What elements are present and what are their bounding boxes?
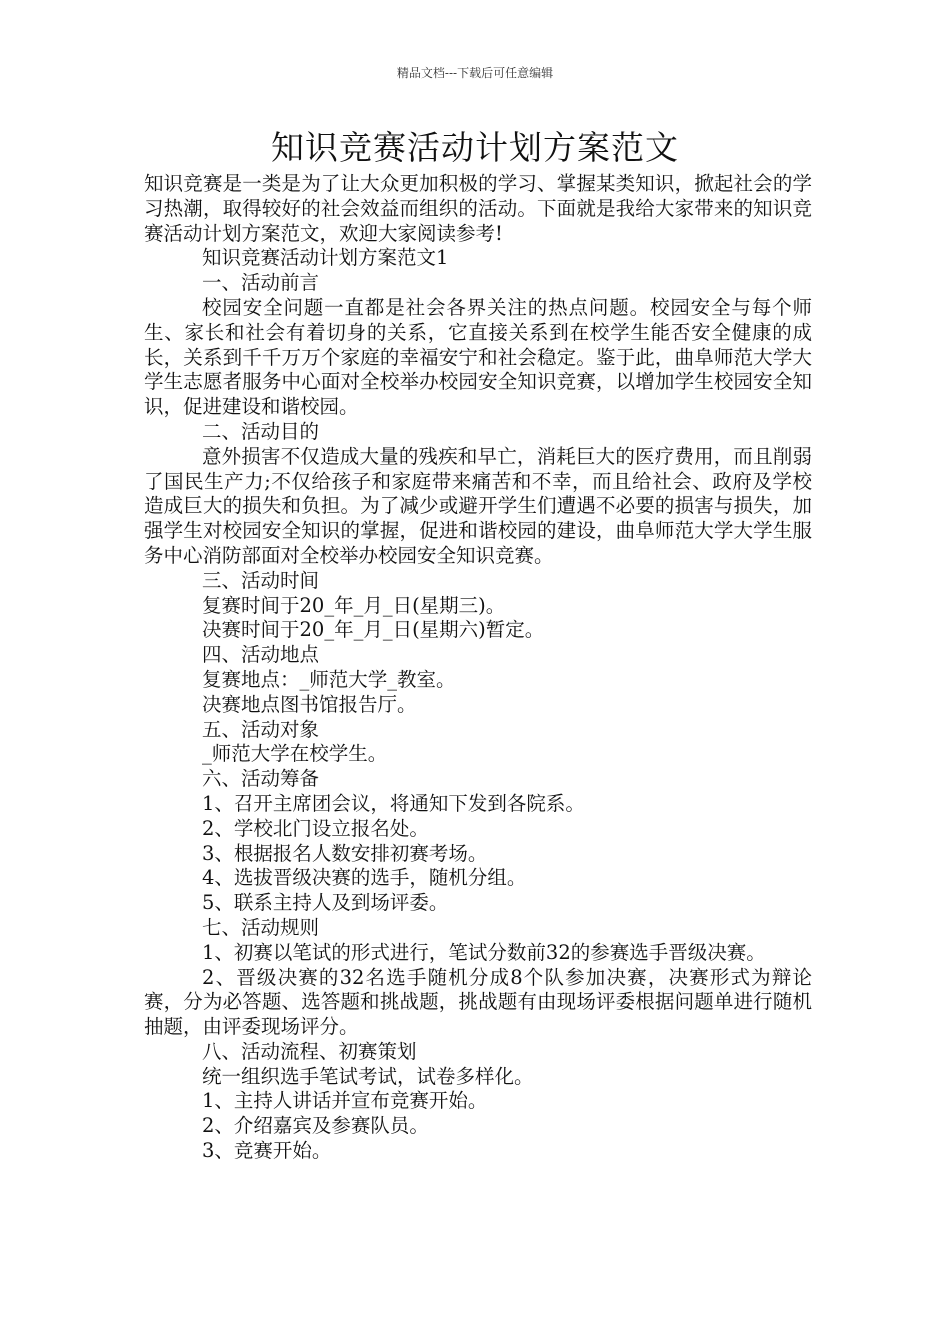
paragraph: 3、根据报名人数安排初赛考场。: [202, 841, 488, 865]
paragraph: 统一组织选手笔试考试，试卷多样化。: [202, 1064, 534, 1088]
paragraph: 决赛时间于20_年_月_日(星期六)暂定。: [202, 618, 545, 642]
paragraph: 知识竞赛活动计划方案范文1: [202, 246, 449, 270]
paragraph: 1、主持人讲话并宣布竞赛开始。: [202, 1089, 488, 1113]
paragraph: 1、初赛以笔试的形式进行，笔试分数前32的参赛选手晋级决赛。: [202, 940, 766, 964]
paragraph: 4、选拔晋级决赛的选手，随机分组。: [202, 866, 527, 890]
paragraph: 1、召开主席团会议，将通知下发到各院系。: [202, 791, 585, 815]
paragraph: 一、活动前言: [202, 271, 320, 295]
paragraph: 2、晋级决赛的32名选手随机分成8个队参加决赛，决赛形式为辩论赛，分为必答题、选答题和挑战题，挑战题有由现场评委根据问题单进行随机抽题，由评委现场评分。: [144, 965, 812, 1039]
paragraph: 三、活动时间: [202, 568, 320, 592]
paragraph: 七、活动规则: [202, 915, 320, 939]
paragraph: 复赛时间于20_年_月_日(星期三)。: [202, 593, 506, 617]
document-title: 知识竞赛活动计划方案范文: [271, 128, 679, 167]
paragraph: 5、联系主持人及到场评委。: [202, 891, 449, 915]
paragraph: 六、活动筹备: [202, 767, 320, 791]
paragraph: 3、竞赛开始。: [202, 1139, 332, 1163]
paragraph: 决赛地点图书馆报告厅。: [202, 692, 417, 716]
paragraph: 二、活动目的: [202, 419, 320, 443]
paragraph: 四、活动地点: [202, 643, 320, 667]
paragraph: 知识竞赛是一类是为了让大众更加积极的学习、掌握某类知识，掀起社会的学习热潮，取得较好的社会效益而组织的活动。下面就是我给大家带来的知识竞赛活动计划方案范文，欢迎大家阅读参考!: [144, 172, 812, 245]
document-body: [144, 172, 812, 1164]
paragraph: 意外损害不仅造成大量的残疾和早亡，消耗巨大的医疗费用，而且削弱了国民生产力;不仅给孩子和家庭带来痛苦和不幸，而且给社会、政府及学校造成巨大的损失和负担。为了减少或避开学生们遭遇不必要的损害与损失，加强学生对校园安全知识的掌握，促进和谐校园的建设，曲阜师范大学大学生服务中心消防部面对全校举办校园安全知识竞赛。: [144, 444, 812, 567]
paragraph: 八、活动流程、初赛策划: [202, 1039, 417, 1063]
paragraph: 校园安全问题一直都是社会各界关注的热点问题。校园安全与每个师生、家长和社会有着切身的关系，它直接关系到在校学生能否安全健康的成长，关系到千千万万个家庭的幸福安宁和社会稳定。鉴于此，曲阜师范大学大学生志愿者服务中心面对全校举办校园安全知识竞赛，以增加学生校园安全知识，促进建设和谐校园。: [144, 295, 812, 419]
paragraph: 复赛地点：_师范大学_教室。: [202, 667, 456, 691]
header-note: 精品文档---下载后可任意编辑: [396, 66, 554, 80]
paragraph: _师范大学在校学生。: [202, 742, 388, 766]
paragraph: 五、活动对象: [202, 717, 320, 741]
paragraph: 2、介绍嘉宾及参赛队员。: [202, 1114, 429, 1138]
paragraph: 2、学校北门设立报名处。: [202, 816, 429, 840]
